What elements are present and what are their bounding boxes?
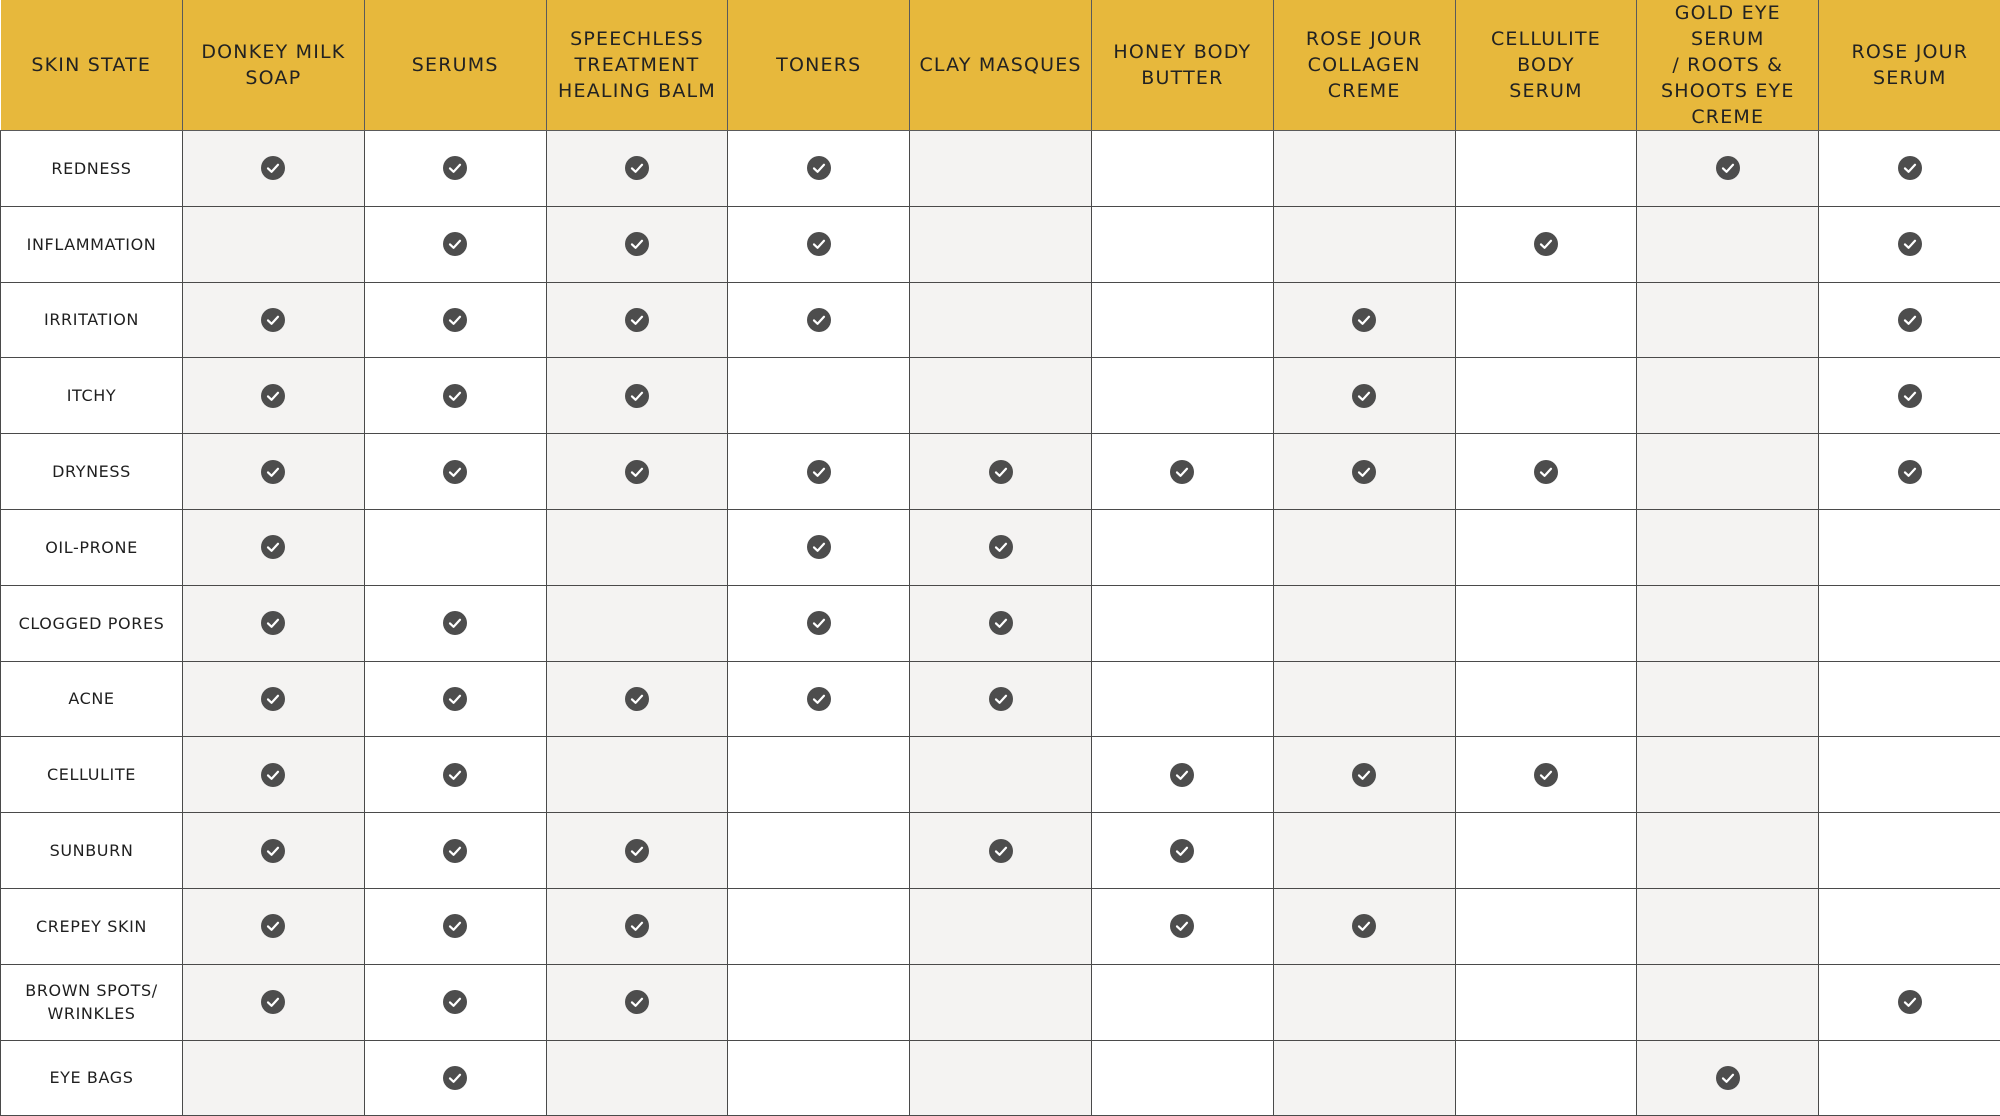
product-cell: [183, 206, 365, 282]
product-cell: [364, 964, 546, 1040]
table-row: [1, 282, 2000, 358]
product-cell: [1637, 131, 1819, 207]
product-cell: [1455, 206, 1637, 282]
product-cell: [1637, 1040, 1819, 1116]
check-circle-icon: [989, 687, 1013, 711]
product-cell: [910, 1040, 1092, 1116]
product-cell: [728, 888, 910, 964]
product-cell: [1091, 888, 1273, 964]
product-cell: [728, 1040, 910, 1116]
check-circle-icon: [625, 914, 649, 938]
check-circle-icon: [443, 990, 467, 1014]
check-circle-icon: [807, 611, 831, 635]
product-cell: [183, 434, 365, 510]
product-cell: [364, 1040, 546, 1116]
product-cell: [1273, 358, 1455, 434]
product-cell: [1091, 358, 1273, 434]
product-cell: [1819, 888, 2000, 964]
product-cell: [1819, 585, 2000, 661]
table-row: [1, 1040, 2000, 1116]
column-header-product: ROSE JOUR SERUM: [1819, 0, 2000, 131]
check-circle-icon: [1898, 384, 1922, 408]
check-circle-icon: [1352, 914, 1376, 938]
column-header-product: GOLD EYE SERUM / ROOTS & SHOOTS EYE CREME: [1637, 0, 1819, 131]
check-circle-icon: [989, 535, 1013, 559]
product-cell: [364, 888, 546, 964]
skin-state-label: DRYNESS: [1, 434, 183, 510]
column-header-product: ROSE JOUR COLLAGEN CREME: [1273, 0, 1455, 131]
table-row: [1, 509, 2000, 585]
product-cell: [728, 206, 910, 282]
skin-state-label: IRRITATION: [1, 282, 183, 358]
product-cell: [1819, 282, 2000, 358]
check-circle-icon: [261, 839, 285, 863]
skin-state-label: OIL-PRONE: [1, 509, 183, 585]
product-cell: [1819, 206, 2000, 282]
check-circle-icon: [625, 460, 649, 484]
check-circle-icon: [1898, 232, 1922, 256]
product-cell: [546, 358, 728, 434]
product-cell: [1273, 964, 1455, 1040]
product-cell: [1819, 661, 2000, 737]
table-row: [1, 358, 2000, 434]
product-cell: [364, 813, 546, 889]
check-circle-icon: [625, 687, 649, 711]
product-cell: [546, 813, 728, 889]
product-cell: [728, 358, 910, 434]
check-circle-icon: [807, 156, 831, 180]
check-circle-icon: [443, 156, 467, 180]
product-cell: [1455, 888, 1637, 964]
product-cell: [1455, 131, 1637, 207]
product-cell: [1455, 964, 1637, 1040]
check-circle-icon: [261, 763, 285, 787]
check-circle-icon: [443, 384, 467, 408]
product-cell: [1455, 358, 1637, 434]
product-cell: [546, 888, 728, 964]
table-row: [1, 131, 2000, 207]
product-cell: [364, 585, 546, 661]
product-cell: [1637, 358, 1819, 434]
check-circle-icon: [1170, 839, 1194, 863]
product-cell: [1091, 206, 1273, 282]
product-cell: [1637, 813, 1819, 889]
check-circle-icon: [1170, 460, 1194, 484]
product-cell: [1819, 131, 2000, 207]
skin-state-label: SUNBURN: [1, 813, 183, 889]
check-circle-icon: [807, 535, 831, 559]
product-cell: [183, 813, 365, 889]
table-body: [1, 131, 2000, 1116]
check-circle-icon: [1716, 156, 1740, 180]
product-cell: [910, 964, 1092, 1040]
check-circle-icon: [261, 535, 285, 559]
check-circle-icon: [1534, 232, 1558, 256]
product-cell: [1455, 813, 1637, 889]
skin-state-label: INFLAMMATION: [1, 206, 183, 282]
product-cell: [1091, 813, 1273, 889]
table-row: [1, 661, 2000, 737]
product-cell: [910, 661, 1092, 737]
product-cell: [910, 813, 1092, 889]
product-cell: [1637, 434, 1819, 510]
product-cell: [1455, 282, 1637, 358]
product-cell: [1273, 1040, 1455, 1116]
product-cell: [1637, 585, 1819, 661]
check-circle-icon: [1170, 763, 1194, 787]
check-circle-icon: [1534, 763, 1558, 787]
product-cell: [728, 282, 910, 358]
product-cell: [1091, 131, 1273, 207]
product-cell: [1637, 509, 1819, 585]
check-circle-icon: [443, 687, 467, 711]
product-cell: [1273, 434, 1455, 510]
product-cell: [1819, 358, 2000, 434]
check-circle-icon: [1352, 460, 1376, 484]
check-circle-icon: [1170, 914, 1194, 938]
product-cell: [364, 737, 546, 813]
product-cell: [728, 964, 910, 1040]
product-cell: [183, 737, 365, 813]
check-circle-icon: [261, 156, 285, 180]
product-cell: [183, 509, 365, 585]
check-circle-icon: [443, 914, 467, 938]
check-circle-icon: [625, 990, 649, 1014]
product-cell: [728, 509, 910, 585]
check-circle-icon: [807, 687, 831, 711]
product-cell: [1819, 434, 2000, 510]
check-circle-icon: [443, 839, 467, 863]
column-header-product: CLAY MASQUES: [910, 0, 1092, 131]
product-cell: [1637, 964, 1819, 1040]
column-header-product: CELLULITE BODY SERUM: [1455, 0, 1637, 131]
product-cell: [1455, 509, 1637, 585]
product-cell: [1637, 661, 1819, 737]
product-cell: [1091, 737, 1273, 813]
product-cell: [1637, 888, 1819, 964]
header-row: [1, 0, 2000, 131]
product-cell: [728, 737, 910, 813]
product-cell: [1273, 206, 1455, 282]
check-circle-icon: [989, 839, 1013, 863]
product-cell: [546, 131, 728, 207]
column-header-product: SERUMS: [364, 0, 546, 131]
check-circle-icon: [1352, 308, 1376, 332]
check-circle-icon: [1352, 384, 1376, 408]
check-circle-icon: [261, 611, 285, 635]
check-circle-icon: [625, 839, 649, 863]
check-circle-icon: [807, 308, 831, 332]
product-cell: [546, 737, 728, 813]
product-cell: [728, 131, 910, 207]
check-circle-icon: [1716, 1066, 1740, 1090]
table-row: [1, 434, 2000, 510]
product-cell: [183, 888, 365, 964]
product-cell: [1455, 1040, 1637, 1116]
product-cell: [183, 964, 365, 1040]
product-cell: [1637, 206, 1819, 282]
product-cell: [1273, 509, 1455, 585]
check-circle-icon: [443, 232, 467, 256]
check-circle-icon: [443, 460, 467, 484]
product-cell: [1273, 888, 1455, 964]
product-cell: [1819, 509, 2000, 585]
check-circle-icon: [989, 460, 1013, 484]
product-cell: [728, 434, 910, 510]
table-row: [1, 813, 2000, 889]
product-cell: [1091, 434, 1273, 510]
check-circle-icon: [1898, 308, 1922, 332]
skin-state-label: CELLULITE: [1, 737, 183, 813]
product-cell: [1455, 434, 1637, 510]
check-circle-icon: [989, 611, 1013, 635]
check-circle-icon: [807, 460, 831, 484]
product-cell: [1091, 509, 1273, 585]
check-circle-icon: [261, 990, 285, 1014]
product-cell: [728, 585, 910, 661]
check-circle-icon: [261, 687, 285, 711]
product-cell: [1273, 585, 1455, 661]
product-cell: [546, 509, 728, 585]
column-header-skin-state: SKIN STATE: [1, 0, 183, 131]
product-cell: [183, 1040, 365, 1116]
table-row: [1, 206, 2000, 282]
column-header-product: DONKEY MILK SOAP: [183, 0, 365, 131]
product-cell: [1819, 964, 2000, 1040]
product-cell: [364, 434, 546, 510]
product-cell: [1091, 585, 1273, 661]
table-row: [1, 585, 2000, 661]
product-cell: [546, 206, 728, 282]
product-cell: [1819, 737, 2000, 813]
product-cell: [546, 1040, 728, 1116]
product-cell: [1637, 737, 1819, 813]
product-cell: [728, 813, 910, 889]
table-row: [1, 888, 2000, 964]
product-cell: [546, 661, 728, 737]
check-circle-icon: [1898, 156, 1922, 180]
check-circle-icon: [443, 763, 467, 787]
product-cell: [364, 509, 546, 585]
skin-state-label: CLOGGED PORES: [1, 585, 183, 661]
check-circle-icon: [625, 156, 649, 180]
product-cell: [183, 131, 365, 207]
check-circle-icon: [625, 232, 649, 256]
skin-state-label: CREPEY SKIN: [1, 888, 183, 964]
check-circle-icon: [1352, 763, 1376, 787]
skin-state-label: REDNESS: [1, 131, 183, 207]
product-cell: [364, 131, 546, 207]
check-circle-icon: [625, 384, 649, 408]
product-cell: [364, 358, 546, 434]
check-circle-icon: [625, 308, 649, 332]
product-cell: [910, 585, 1092, 661]
product-cell: [1091, 661, 1273, 737]
check-circle-icon: [261, 308, 285, 332]
check-circle-icon: [261, 460, 285, 484]
table-row: [1, 737, 2000, 813]
product-cell: [1273, 661, 1455, 737]
product-cell: [1273, 131, 1455, 207]
product-cell: [546, 964, 728, 1040]
product-cell: [1091, 964, 1273, 1040]
check-circle-icon: [261, 914, 285, 938]
product-cell: [910, 358, 1092, 434]
product-cell: [183, 585, 365, 661]
check-circle-icon: [1534, 460, 1558, 484]
product-cell: [910, 282, 1092, 358]
column-header-product: HONEY BODY BUTTER: [1091, 0, 1273, 131]
skin-state-label: EYE BAGS: [1, 1040, 183, 1116]
product-cell: [910, 888, 1092, 964]
check-circle-icon: [1898, 990, 1922, 1014]
product-cell: [910, 131, 1092, 207]
product-cell: [910, 434, 1092, 510]
skin-state-label: ACNE: [1, 661, 183, 737]
product-cell: [1819, 813, 2000, 889]
product-cell: [910, 737, 1092, 813]
product-cell: [1273, 737, 1455, 813]
column-header-product: TONERS: [728, 0, 910, 131]
product-cell: [1455, 661, 1637, 737]
product-cell: [910, 206, 1092, 282]
product-cell: [1819, 1040, 2000, 1116]
check-circle-icon: [443, 308, 467, 332]
product-cell: [546, 434, 728, 510]
product-cell: [364, 206, 546, 282]
check-circle-icon: [443, 1066, 467, 1090]
check-circle-icon: [1898, 460, 1922, 484]
product-cell: [364, 661, 546, 737]
product-cell: [1273, 282, 1455, 358]
skin-state-label: ITCHY: [1, 358, 183, 434]
product-cell: [728, 661, 910, 737]
product-cell: [183, 282, 365, 358]
product-cell: [183, 358, 365, 434]
check-circle-icon: [261, 384, 285, 408]
product-cell: [1637, 282, 1819, 358]
table-row: [1, 964, 2000, 1040]
product-cell: [1455, 585, 1637, 661]
product-cell: [364, 282, 546, 358]
product-cell: [1091, 1040, 1273, 1116]
product-cell: [546, 282, 728, 358]
product-cell: [1091, 282, 1273, 358]
check-circle-icon: [443, 611, 467, 635]
product-cell: [1455, 737, 1637, 813]
column-header-product: SPEECHLESS TREATMENT HEALING BALM: [546, 0, 728, 131]
table-header: [1, 0, 2000, 131]
product-cell: [183, 661, 365, 737]
skin-state-label: BROWN SPOTS/ WRINKLES: [1, 964, 183, 1040]
check-circle-icon: [807, 232, 831, 256]
product-cell: [910, 509, 1092, 585]
product-cell: [546, 585, 728, 661]
product-cell: [1273, 813, 1455, 889]
